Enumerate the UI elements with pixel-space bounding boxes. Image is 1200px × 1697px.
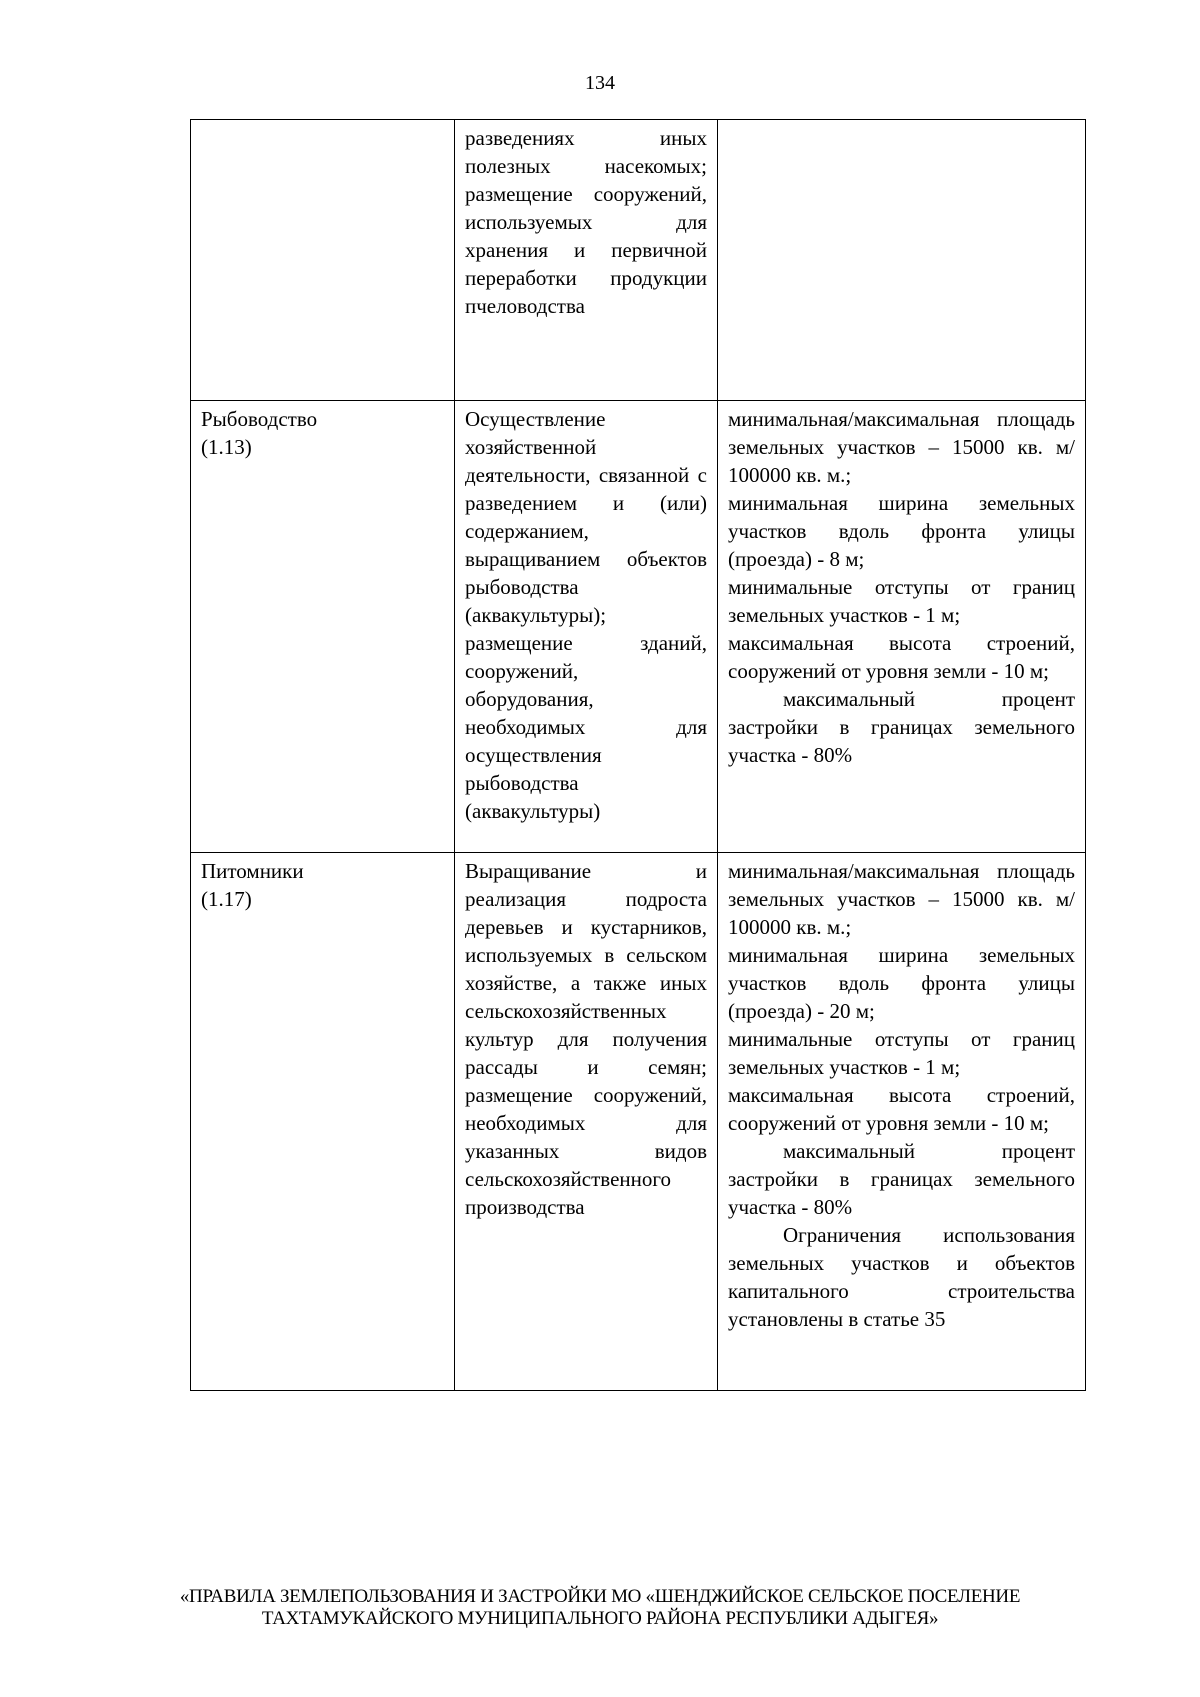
- param-width: минимальная ширина земельных участков вдоль фронта улицы (проезда) - 8 м;: [728, 491, 1075, 571]
- use-type-cell: [191, 853, 455, 1391]
- table-row: [191, 120, 1086, 401]
- page-number: 134: [585, 72, 615, 94]
- description-cell: [455, 120, 718, 401]
- footer-line-1: «ПРАВИЛА ЗЕМЛЕПОЛЬЗОВАНИЯ И ЗАСТРОЙКИ МО «ШЕНДЖИЙСКОЕ СЕЛЬСКОЕ ПОСЕЛЕНИЕ: [179, 1586, 1021, 1607]
- use-type-cell: [191, 120, 455, 401]
- use-description: Выращивание и реализация подроста деревьев и кустарников, используемых в сельском хозяйстве, а также иных сельскохозяйственных культур для получения рассады и семян; размещение сооружений, необходимых для указанных видов сельскохозяйственного производства: [465, 859, 707, 1219]
- param-area: минимальная/максимальная площадь земельных участков – 15000 кв. м/ 100000 кв. м.;: [728, 407, 1075, 487]
- use-description: разведениях иных полезных насекомых; размещение сооружений, используемых для хранения и первичной переработки продукции пчеловодства: [465, 126, 707, 318]
- param-height: максимальная высота строений, сооружений от уровня земли - 10 м;: [728, 1083, 1075, 1135]
- description-cell: [455, 401, 718, 853]
- param-setback: минимальные отступы от границ земельных участков - 1 м;: [728, 1027, 1075, 1079]
- param-coverage: максимальный процент застройки в границах земельного участка - 80%: [728, 687, 1075, 767]
- parameters-cell: [718, 120, 1086, 401]
- use-type-code: (1.13): [201, 435, 252, 459]
- param-restrictions-note: Ограничения использования земельных участков и объектов капитального строительства установлены в статье 35: [728, 1223, 1075, 1331]
- parameters-cell: [718, 853, 1086, 1391]
- document-footer: [0, 1586, 1200, 1630]
- param-width: минимальная ширина земельных участков вдоль фронта улицы (проезда) - 20 м;: [728, 943, 1075, 1023]
- use-description: Осуществление хозяйственной деятельности, связанной с разведением и (или) содержанием, выращиванием объектов рыбоводства (аквакультуры); размещение зданий, сооружений, оборудования, необходимых для осуществления рыбоводства (аквакультуры): [465, 407, 707, 823]
- use-type-name: Питомники: [201, 859, 304, 883]
- param-area: минимальная/максимальная площадь земельных участков – 15000 кв. м/ 100000 кв. м.;: [728, 859, 1075, 939]
- use-type-code: (1.17): [201, 887, 252, 911]
- use-type-name: Рыбоводство: [201, 407, 318, 431]
- parameters-cell: [718, 401, 1086, 853]
- use-type-cell: [191, 401, 455, 853]
- land-use-table: [190, 119, 1086, 1391]
- footer-line-2: ТАХТАМУКАЙСКОГО МУНИЦИПАЛЬНОГО РАЙОНА РЕСПУБЛИКИ АДЫГЕЯ»: [261, 1608, 939, 1629]
- param-height: максимальная высота строений, сооружений от уровня земли - 10 м;: [728, 631, 1075, 683]
- description-cell: [455, 853, 718, 1391]
- param-coverage: максимальный процент застройки в границах земельного участка - 80%: [728, 1139, 1075, 1219]
- param-setback: минимальные отступы от границ земельных участков - 1 м;: [728, 575, 1075, 627]
- table-row: [191, 401, 1086, 853]
- table-row: [191, 853, 1086, 1391]
